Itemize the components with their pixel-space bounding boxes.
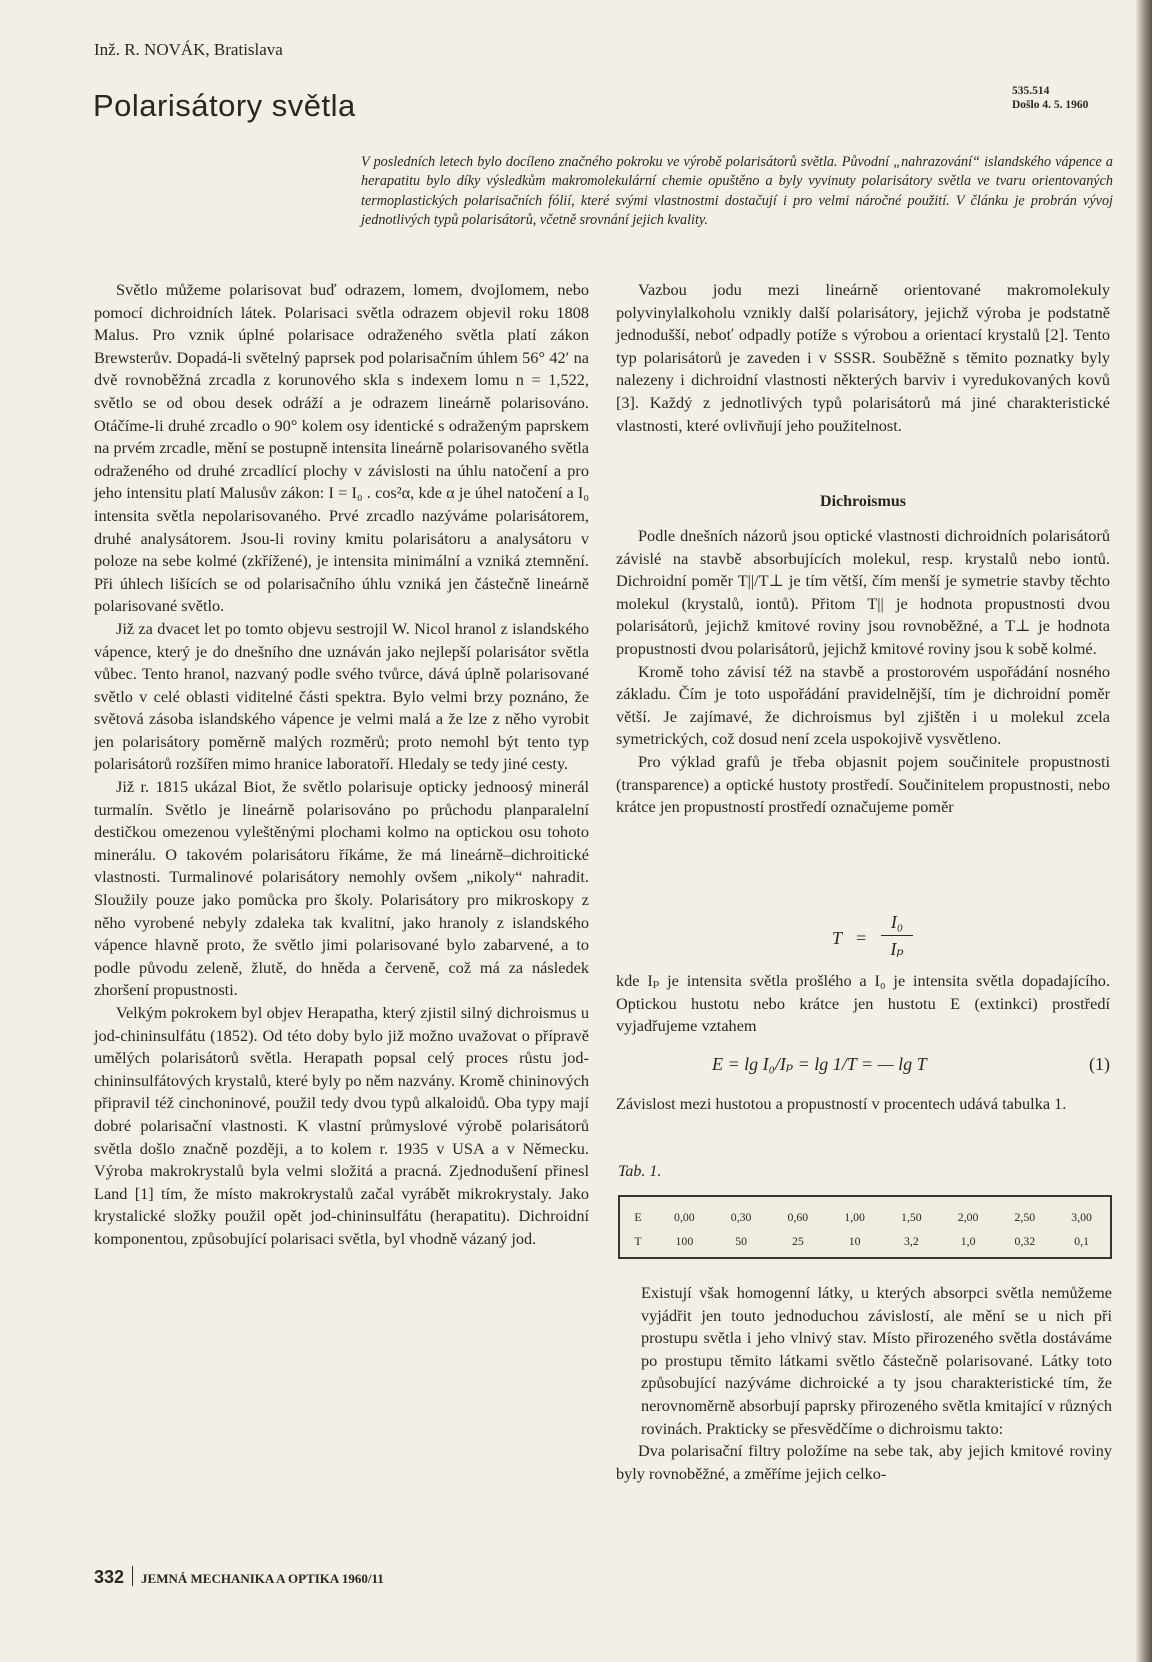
paragraph: Již za dvacet let po tomto objevu sestrojil W. Nicol hranol z islandského vápence, který je do dnešního dne uznáván jako nejlepší polarisátor světla vůbec. Tento hranol, nazvaný podle svého tvůrce, dává úplně polarisované světlo v celé oblasti viditelné části spektra. Bylo velmi brzy poznáno, že světová zásoba islandského vápence je velmi malá a že lze z něho vyrobit jen polarisátory poměrně malých rozměrů; proto nemohl být tento typ polarisátorů rozšířen mimo hranice laboratoří. Hledaly se tedy jiné cesty. [94,618,589,774]
right-column-dichroism [616,525,1110,819]
table-cell: 0,60 [787,1209,809,1224]
article-title: Polarisátory světla [93,88,356,123]
paragraph: Velkým pokrokem byl objev Herapatha, který zjistil silný dichroismus u jod-chininsulfátu (1852). Od této doby bylo již možno uvažovat o přípravě umělých polarisátorů světla. Herapath popsal celý proces růstu jod-chininsulfátových krystalů, které byly po něm nazvány. Kromě chininových připravil též cinchoninové, použil tedy dvou typů alkaloidů. Oba typy mají dobré polarisační vlastnosti. K vlastní průmyslové výrobě polarisátorů světla došlo značně později, a to kolem r. 1935 v USA a v Německu. Výroba makrokrystalů byla velmi složitá a pracná. Zjednodušení přinesl Land [1] tím, že místo makrokrystalů začal vyrábět mikrokrystaly. Jako krystalické složky použil opět jod-chininsulfátu (herapatitu). Dichroidní komponentou, způsobující polarisaci světla, byl vhodně vázaný jod. [94,1003,589,1248]
received-date: Došlo 4. 5. 1960 [1012,99,1089,111]
table-row [620,1205,1110,1229]
formula-expression: E = lg I₀/Iₚ = lg 1/T = — lg T [712,1054,927,1074]
page-footer [94,1566,384,1588]
table-cell: 1,00 [844,1209,865,1224]
formula-transmittance [616,910,1110,966]
table-cell: 25 [791,1233,804,1248]
fraction-bar [881,935,913,936]
paragraph: Světlo můžeme polarisovat buď odrazem, lomem, dvojlomem, nebo pomocí dichroidních látek. Polarisaci světla odrazem objevil roku 1808 Malus. Pro vznik úplné polarisace odraženého světla platí zákon Brewsterův. Dopadá-li světelný paprsek pod polarisačním úhlem 56° 42′ na dvě rovnoběžná zrcadla z korunového skla s indexem lomu n = 1,522, světlo se od obou desek odráží a je odrazem lineárně polarisováno. Otáčíme-li druhé zrcadlo o 90° kolem osy identické s odraženým paprskem na prvém zrcadle, mění se postupně intensita lineárně polarisovaného světla odraženého od druhé zrcadlící plochy v závislosti na úhlu natočení a pro jeho intensitu platí Malusův zákon: I = I₀ . cos²α, kde α je úhel natočení a I₀ intensita světla nepolarisovaného. Prvé zrcadlo nazýváme polarisátorem, druhé analysátorem. Jsou-li roviny kmitu polarisátoru a analysátoru v poloze na sebe kolmé (zkřížené), je intensita minimální a vzniká ztemnění. Při úhlech lišících se od polarisačního úhlu vzniká jen částečně lineárně polarisované světlo. [94,280,589,616]
table-cell: 2,00 [957,1209,979,1224]
table-cell: 1,0 [960,1233,976,1248]
data-table [618,1195,1112,1259]
page-edge-shadow [1136,0,1152,1662]
table-row-label: T [634,1233,642,1248]
table-cell: 0,30 [730,1209,752,1224]
table-cell: 0,1 [1074,1233,1089,1248]
formula-numerator: I₀ [890,912,904,932]
author-line: Inž. R. NOVÁK, Bratislava [94,40,283,59]
paragraph: Vazbou jodu mezi lineárně orientované makromolekuly polyvinylalkoholu vznikly další polarisátory, jejichž výroba je podstatně jednodušší, neboť odpadly potíže s výrobou a orientací krystalů [2]. Tento typ polarisátorů je zaveden i v SSSR. Souběžně s těmito poznatky byly nalezeny i dichroidní vlastnosti některých barviv i vyredukovaných kovů [3]. Každý z jednotlivých typů polarisátorů má jiné charakteristické vlastnosti, které ovlivňují jeho použitelnost. [616,280,1110,435]
table-cell: 0,00 [674,1209,695,1224]
equation-number: (1) [1089,1054,1110,1074]
table-cell: 2,50 [1014,1209,1036,1224]
right-column-bottom [616,1282,1112,1485]
paragraph: Již r. 1815 ukázal Biot, že světlo polarisuje opticky jednoosý minerál turmalín. Světlo je lineárně polarisováno po průchodu planparalelní destičkou omezenou vyleštěnými plochami kolmo na optickou osu tohoto minerálu. O takovém polarisátoru říkáme, že má lineárně–dichroitické vlastnosti. Turmalinové polarisátory nemohly ovšem „nikoly“ nahradit. Sloužily pouze jako pomůcka pro školy. Polarisátory pro mikroskopy z něho vyrobené nebyly zdaleka tak kvalitní, jako hranoly z islandského vápence hlavně proto, že světlo jimi polarisované bylo zabarvené, a to podle původu zeleně, žlutě, do hněda a červeně, což má za následek zhoršení propustnosti. [94,777,589,1000]
table-row [620,1229,1110,1253]
abstract: V posledních letech bylo docíleno značného pokroku ve výrobě polarisátorů světla. Původní „nahrazování“ islandského vápence a herapatitu bylo díky výsledkům makromolekulární chemie opuštěno a byly vyvinuty polarisátory světla ve tvaru orientovaných termoplastických polarisačních fólií, které svými vlastnostmi dostačují i pro velmi náročné použití. V článku je probrán vývoj jednotlivých typů polarisátorů, včetně srovnání jejich kvality. [361,154,1113,229]
left-column [94,279,589,1251]
udc-code: 535.514 [1012,85,1050,97]
footer-separator [132,1566,133,1586]
table-caption: Tab. 1. [618,1163,662,1180]
paragraph: Závislost mezi hustotou a propustností v procentech udává tabulka 1. [616,1094,1067,1113]
table-row-label: E [634,1209,642,1224]
table-cell: 0,32 [1014,1233,1036,1248]
table-cell: 3,00 [1071,1209,1092,1224]
formula-denominator: Iₚ [890,939,904,959]
right-column-dependency [616,1093,1110,1116]
table-cell: 50 [735,1233,748,1248]
table-cell: 100 [675,1233,694,1248]
right-column-extinction [616,970,1110,1038]
paragraph: Pro výklad grafů je třeba objasnit pojem součinitele propustnosti (transparence) a optické hustoty prostředí. Součinitelem propustnosti, nebo krátce jen propustností prostředí označujeme poměr [616,751,1110,817]
page-number: 332 [94,1567,125,1587]
paragraph: Dva polarisační filtry položíme na sebe tak, aby jejich kmitové roviny byly rovnoběžné, a změříme jejich celko- [616,1441,1112,1483]
section-heading: Dichroismus [820,493,906,510]
article-meta [1012,84,1088,112]
table-cell: 1,50 [901,1209,922,1224]
journal-name: JEMNÁ MECHANIKA A OPTIKA 1960/11 [141,1571,384,1586]
paragraph: kde Iₚ je intensita světla prošlého a I₀ je intensita světla dopadajícího. Optickou hustotu nebo krátce jen hustotu E (extinkci) prostředí vyjadřujeme vztahem [616,971,1110,1036]
paragraph: Podle dnešních názorů jsou optické vlastnosti dichroidních polarisátorů závislé na stavbě absorbujících molekul, resp. krystalů nebo iontů. Dichroidní poměr T||/T⊥ je tím větší, čím menší je symetrie stavby těchto molekul (krystalů, iontů). Přitom T|| je hodnota propustnosti dvou polarisátorů, jejichž kmitové roviny jsou rovnoběžné, a T⊥ je hodnota propustnosti dvou polarisátorů, jejichž kmitové roviny jsou k sobě kolmé. [616,526,1110,658]
formula-lhs: T [832,928,843,948]
paragraph: Existují však homogenní látky, u kterých absorpci světla nemůžeme vyjádřit jen touto jednoduchou závislostí, ale mění se u nich při prostupu světla i jeho vlnivý stav. Místo přirozeného světla dostáváme po prostupu těmito látkami světlo částečně polarisované. Látky toto způsobující nazýváme dichroické a ty jsou charakteristické tím, že nerovnoměrně absorbují paprsky přirozeného světla kmitající v různých rovinách. Prakticky se přesvědčíme o dichroismu takto: [641,1283,1112,1438]
table-cell: 3,2 [904,1233,919,1248]
formula-equals: = [856,928,867,948]
table-cell: 10 [848,1233,861,1248]
right-column-intro [616,279,1110,437]
paragraph: Kromě toho závisí též na stavbě a prostorovém uspořádání nosného základu. Čím je toto uspořádání pravidelnější, tím je dichroidní poměr větší. Je zajímavé, že dichroismus byl zjištěn i u molekul zcela symetrických, což dosud není zcela uspokojivě vysvětleno. [616,661,1110,749]
formula-fraction [881,910,913,961]
